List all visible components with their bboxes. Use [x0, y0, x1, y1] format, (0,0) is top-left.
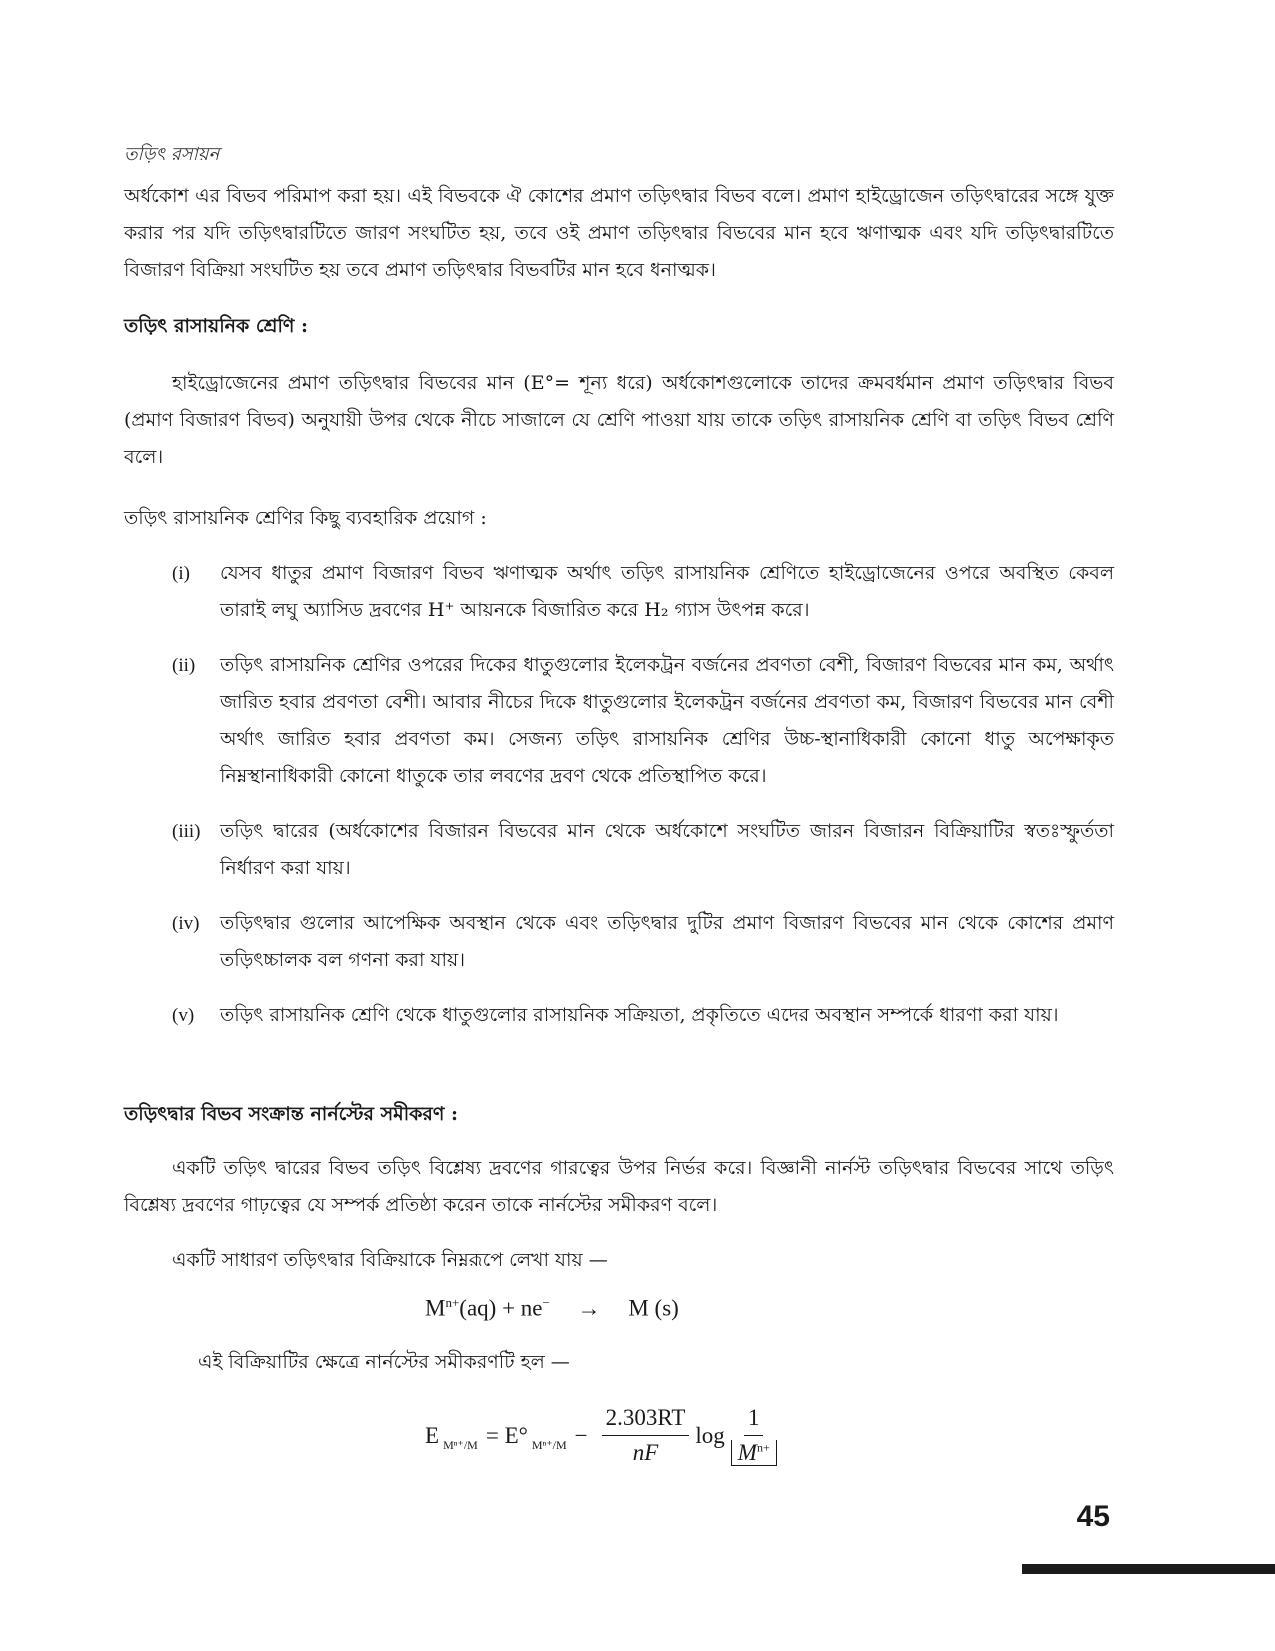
list-item — [124, 555, 1114, 629]
log-operator: log — [695, 1422, 725, 1448]
reactant-metal: M — [425, 1295, 446, 1321]
page-number: 45 — [1076, 1500, 1110, 1533]
electrode-potential-symbol: E — [425, 1422, 440, 1448]
minus-sign: − — [574, 1422, 588, 1448]
product-metal: M (s) — [628, 1295, 679, 1321]
reaction-arrow: → — [577, 1295, 601, 1321]
concentration-bracket — [731, 1440, 777, 1466]
fraction-denominator: nF — [632, 1440, 659, 1465]
running-head: তড়িৎ রসায়ন — [124, 144, 220, 165]
applications-title: তড়িৎ রাসায়নিক শ্রেণির কিছু ব্যবহারিক প্রয়োগ : — [124, 507, 487, 529]
list-item-text: তড়িৎ রাসায়নিক শ্রেণি থেকে ধাতুগুলোর রাসায়নিক সক্রিয়তা, প্রকৃতিতে এদের অবস্থান সম্পর্কে ধারণা করা যায়। — [220, 1004, 1059, 1026]
list-item-text: তড়িৎ দ্বারের (অর্ধকোশের বিজারন বিভবের মান থেকে অর্ধকোশে সংঘটিত জারন বিজারন বিক্রিয়াটির স্বতঃস্ফুর্ততা নির্ধারণ করা যায়। — [220, 820, 1114, 879]
standard-subscript: Mⁿ⁺/M — [531, 1438, 567, 1452]
section-heading-electrochemical-series: তড়িৎ রাসায়নিক শ্রেণি : — [124, 315, 308, 337]
fraction-numerator: 2.303RT — [602, 1405, 690, 1436]
list-item — [124, 813, 1114, 887]
list-item-number: (iii) — [172, 821, 201, 842]
list-item-number: (v) — [172, 1005, 195, 1026]
list-item — [124, 647, 1114, 795]
series-definition-paragraph: হাইড্রোজেনের প্রমাণ তড়িৎদ্বার বিভবের মান (E°= শূন্য ধরে) অর্ধকোশগুলোকে তাদের ক্রমবর্ধমান প্রমাণ তড়িৎদ্বার বিভব (প্রমাণ বিজারণ বিভব) অনুযায়ী উপর থেকে নীচে সাজালে যে শ্রেণি পাওয়া যায় তাকে তড়িৎ রাসায়নিক শ্রেণি বা তড়িৎ বিভব শ্রেণি বলে। — [124, 372, 1114, 468]
list-item — [124, 997, 1114, 1034]
nernst-paragraph: একটি তড়িৎ দ্বারের বিভব তড়িৎ বিশ্লেষ্য দ্রবণের গারত্বের উপর নির্ভর করে। বিজ্ঞানী নার্নস্ট তড়িৎদ্বার বিভবের সাথে তড়িৎ বিশ্লেষ্য দ্রবণের গাঢ়ত্বের যে সম্পর্ক প্রতিষ্ঠা করেন তাকে নার্নস্টের সমীকরণ বলে। — [124, 1157, 1114, 1216]
half-reaction-equation — [425, 1295, 679, 1322]
list-item-text: তড়িৎদ্বার গুলোর আপেক্ষিক অবস্থান থেকে এবং তড়িৎদ্বার দুটির প্রমাণ বিজারণ বিভবের মান থেকে কোশের প্রমাণ তড়িৎচ্চালক বল গণনা করা যায়। — [220, 912, 1114, 971]
electrode-subscript: Mⁿ⁺/M — [443, 1438, 478, 1452]
list-item-number: (ii) — [172, 655, 196, 676]
reaction-intro: একটি সাধারণ তড়িৎদ্বার বিক্রিয়াকে নিম্নরূপে লেখা যায় — — [172, 1249, 608, 1271]
equals-standard-potential: = E° — [485, 1422, 528, 1448]
nernst-equation — [425, 1405, 783, 1466]
list-item-text: যেসব ধাতুর প্রমাণ বিজারণ বিভব ঋণাত্মক অর্থাৎ তড়িৎ রাসায়নিক শ্রেণিতে হাইড্রোজেনের ওপরে অবস্থিত কেবল তারাই লঘু অ্যাসিড দ্রবণের H⁺ আয়নকে বিজারিত করে H₂ গ্যাস উৎপন্ন করে। — [220, 562, 1114, 621]
reactant-rest: (aq) + ne — [459, 1295, 543, 1321]
ion-symbol: M — [737, 1440, 757, 1465]
applications-list — [124, 555, 1114, 1034]
fraction-numerator: 1 — [744, 1405, 764, 1436]
intro-paragraph: অর্ধকোশ এর বিভব পরিমাপ করা হয়। এই বিভবকে ঐ কোশের প্রমাণ তড়িৎদ্বার বিভব বলে। প্রমাণ হাইড্রোজেন তড়িৎদ্বারের সঙ্গে যুক্ত করার পর যদি তড়িৎদ্বারটিতে জারণ সংঘটিত হয়, তবে ওই প্রমাণ তড়িৎদ্বার বিভবের মান হবে ঋণাত্মক এবং যদি তড়িৎদ্বারটিতে বিজারণ বিক্রিয়া সংঘটিত হয় তবে প্রমাণ তড়িৎদ্বার বিভবটির মান হবে ধনাত্মক। — [124, 185, 1114, 281]
footer-bar — [1022, 1564, 1275, 1574]
inverse-concentration-fraction — [731, 1405, 777, 1466]
list-item-number: (i) — [172, 563, 190, 584]
list-item — [124, 905, 1114, 979]
section-heading-nernst: তড়িৎদ্বার বিভব সংক্রান্ত নার্নস্টের সমীকরণ : — [124, 1103, 459, 1125]
list-item-text: তড়িৎ রাসায়নিক শ্রেণির ওপরের দিকের ধাতুগুলোর ইলেকট্রন বর্জনের প্রবণতা বেশী, বিজারণ বিভবের মান কম, অর্থাৎ জারিত হবার প্রবণতা বেশী। আবার নীচের দিকে ধাতুগুলোর ইলেকট্রন বর্জনের প্রবণতা কম, বিজারণ বিভবের মান বেশী অর্থাৎ জারিত হবার প্রবণতা কম। সেজন্য তড়িৎ রাসায়নিক শ্রেণির উচ্চ-স্থানাধিকারী কোনো ধাতু অপেক্ষাকৃত নিম্নস্থানাধিকারী কোনো ধাতুকে তার লবণের দ্রবণ থেকে প্রতিস্থাপিত করে। — [220, 654, 1114, 787]
rt-over-nf-fraction — [602, 1405, 690, 1466]
nernst-intro: এই বিক্রিয়াটির ক্ষেত্রে নার্নস্টের সমীকরণটি হল — — [198, 1351, 570, 1373]
electron-charge: − — [542, 1295, 550, 1310]
list-item-number: (iv) — [172, 913, 200, 934]
ion-charge: n+ — [756, 1440, 770, 1455]
ion-charge: n+ — [445, 1295, 460, 1310]
